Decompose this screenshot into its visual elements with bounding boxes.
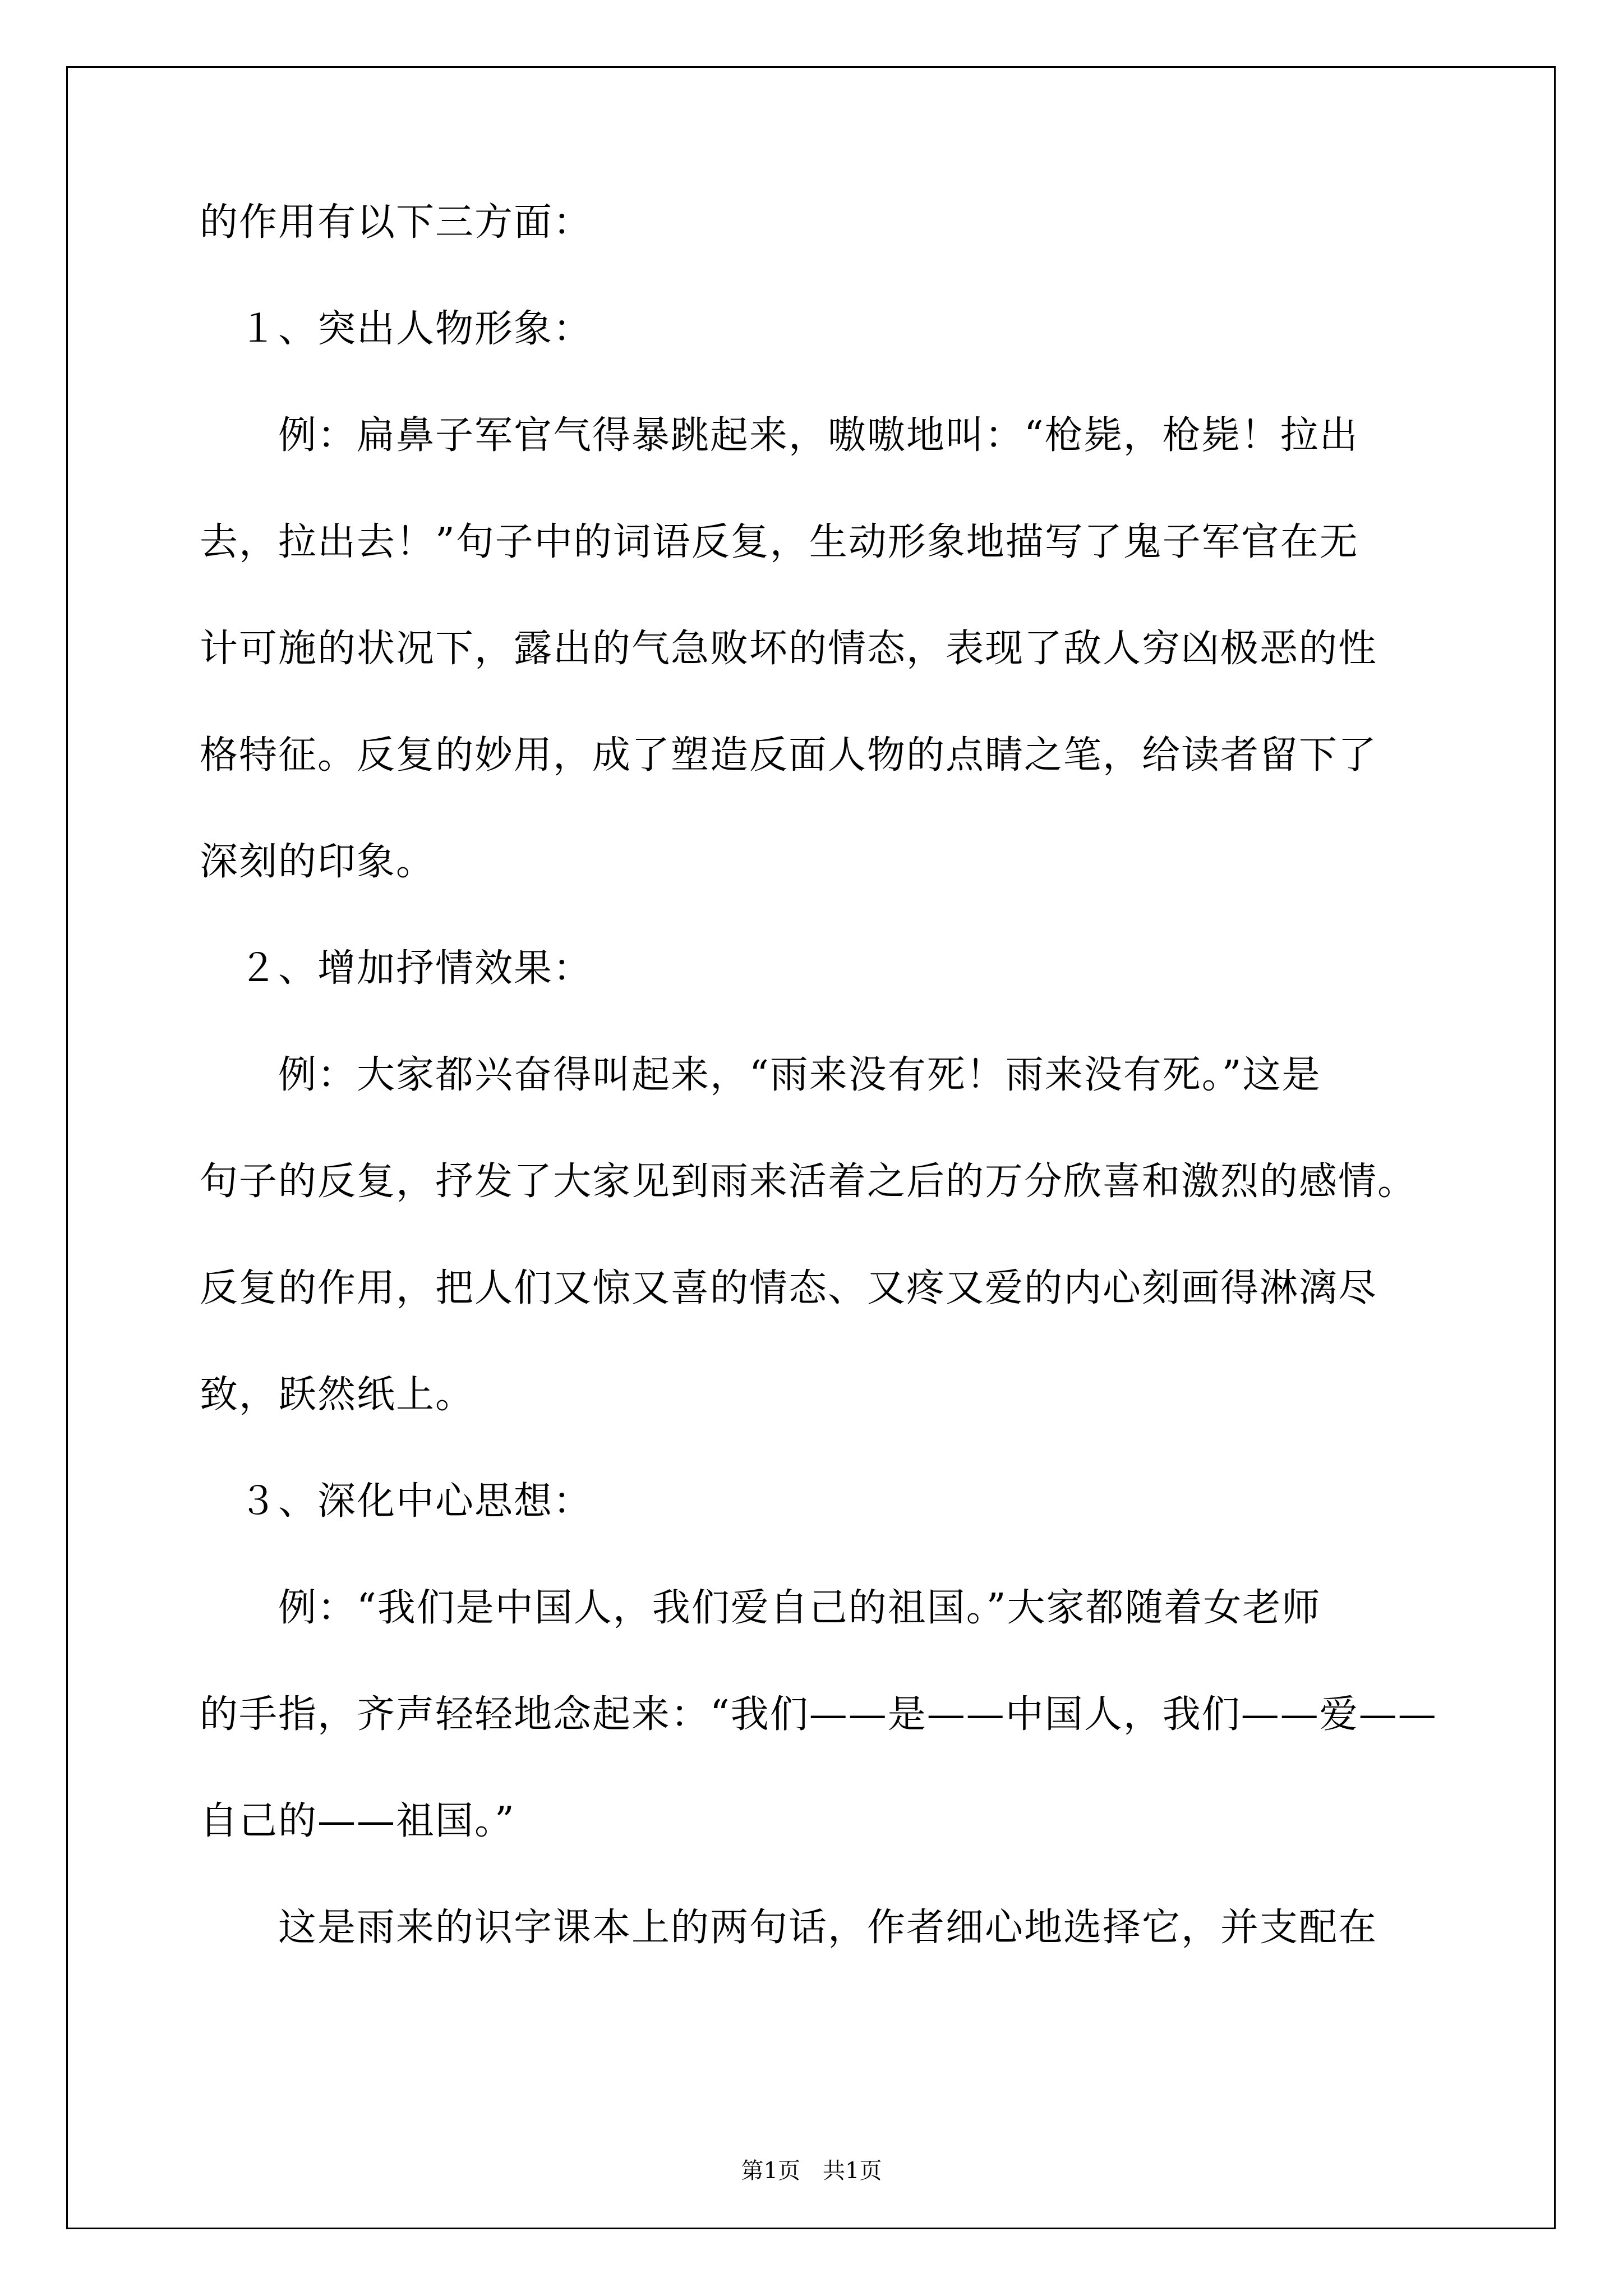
text-line: １、突出人物形象： [200,307,593,351]
text-line: 反复的作用，把人们又惊又喜的情态、又疼又爱的内心刻画得淋漓尽 [200,1266,1378,1310]
text-line: 深刻的印象。 [200,840,436,884]
text-line: 的手指，齐声轻轻地念起来：“我们——是——中国人，我们——爱—— [200,1692,1437,1737]
text-line: 去，拉出去！”句子中的词语反复，生动形象地描写了鬼子军官在无 [200,520,1359,564]
text-line: 句子的反复，抒发了大家见到雨来活着之后的万分欣喜和激烈的感情。 [200,1159,1417,1204]
text-line: 致，跃然纸上。 [200,1373,475,1417]
page-border [66,66,1556,2229]
text-line: 自己的——祖国。” [200,1799,515,1843]
text-line: ３、深化中心思想： [200,1479,593,1524]
text-line: 格特征。反复的妙用，成了塑造反面人物的点睛之笔，给读者留下了 [200,733,1378,777]
text-line: 这是雨来的识字课本上的两句话，作者细心地选择它，并支配在 [200,1906,1378,1950]
text-line: 例：扁鼻子军官气得暴跳起来，嗷嗷地叫：“枪毙，枪毙！拉出 [200,413,1359,458]
text-line: 的作用有以下三方面： [200,200,593,245]
text-line: 例：“我们是中国人，我们爱自己的祖国。”大家都随着女老师 [200,1586,1321,1630]
text-line: 计可施的状况下，露出的气急败坏的情态，表现了敌人穷凶极恶的性 [200,627,1378,671]
text-line: 例：大家都兴奋得叫起来，“雨来没有死！雨来没有死。”这是 [200,1053,1321,1097]
text-line: ２、增加抒情效果： [200,946,593,991]
page-number-footer: 第1页 共1页 [741,2158,882,2184]
